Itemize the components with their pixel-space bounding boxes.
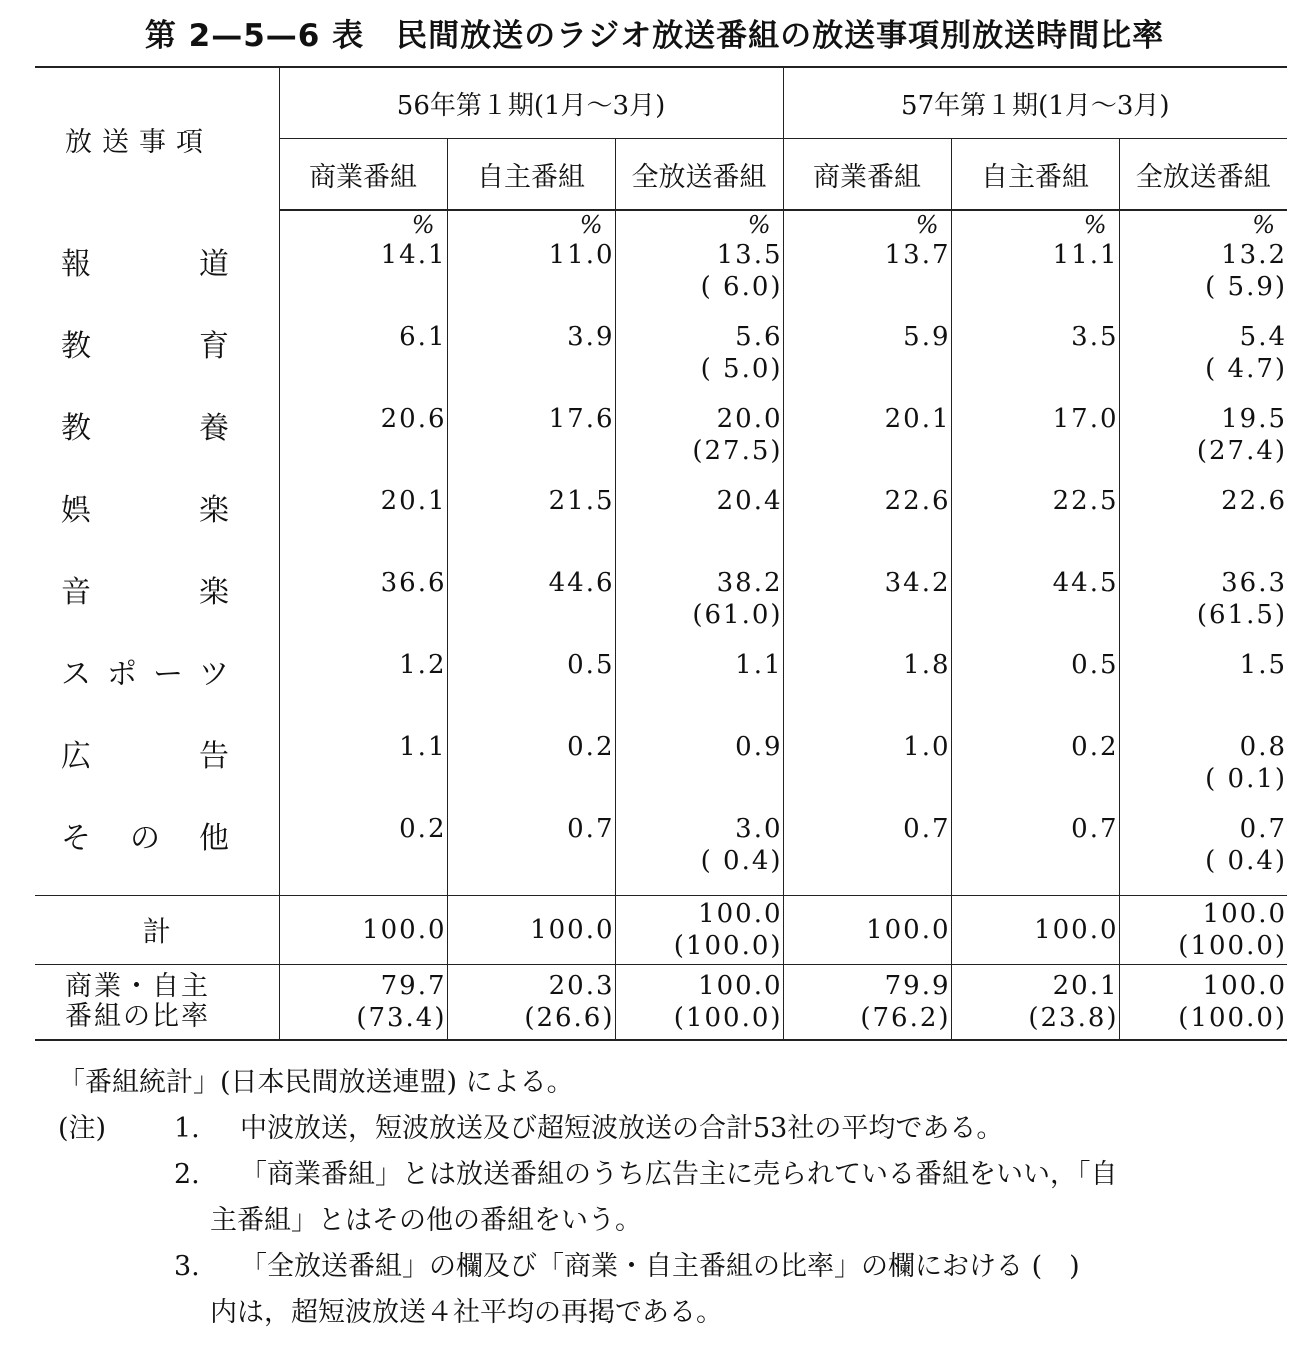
ratio-cell: 20.3 (26.6) [447,965,615,1041]
data-cell: 0.2 [279,813,447,896]
note-1 [58,1106,1288,1152]
subheader: 商業番組 [783,139,951,211]
table-row [35,321,1287,403]
data-cell: 0.2 [951,731,1119,813]
subheader: 自主番組 [951,139,1119,211]
ratio-row [35,965,1287,1041]
data-cell: 1.5 [1239,650,1288,680]
note-continuation: 内は，超短波放送４社平均の再掲である。 [210,1297,723,1328]
note-3 [58,1244,1288,1290]
data-cell: 34.2 [783,567,951,649]
data-cell: 20.1 [279,485,447,567]
total-cell: 100.0 [447,896,615,965]
data-cell: 0.7 ( 0.4) [1205,814,1288,876]
ratio-label: 商業・自主 番組の比率 [35,965,279,1041]
percent-sign: % [783,210,951,239]
row-label: 教 養 [35,403,279,485]
note-number: 1. [174,1113,200,1144]
subheader: 全放送番組 [615,139,783,211]
table-row [35,731,1287,813]
total-cell: 100.0 [783,896,951,965]
data-cell: 20.1 [783,403,951,485]
data-table [35,66,1287,1041]
table-body [35,239,1287,896]
data-cell: 1.1 [279,731,447,813]
ratio-cell: 100.0 (100.0) [1119,965,1287,1041]
note-text: 「商業番組」とは放送番組のうち広告主に売られている番組をいい，「自 [240,1159,1118,1190]
data-cell: 38.2 (61.0) [615,567,783,649]
data-cell: 44.5 [951,567,1119,649]
data-cell: 21.5 [447,485,615,567]
total-cell: 100.0 [951,896,1119,965]
total-cell: 100.0 (100.0) [615,896,783,965]
data-cell: 1.0 [783,731,951,813]
total-row [35,896,1287,965]
note-number: 3. [174,1251,200,1282]
percent-sign: % [447,210,615,239]
percent-empty [35,210,279,239]
data-cell: 13.5 ( 6.0) [615,239,783,321]
data-cell: 5.6 ( 5.0) [615,321,783,403]
percent-sign: % [615,210,783,239]
data-cell: 19.5 (27.4) [1196,404,1288,466]
data-cell: 11.0 [447,239,615,321]
data-cell: 22.6 [1221,486,1288,516]
note-tag: (注) [58,1113,107,1144]
data-cell: 1.1 [615,649,783,731]
data-cell: 3.9 [447,321,615,403]
data-cell: 3.0 ( 0.4) [615,813,783,896]
data-cell: 36.3 (61.5) [1196,568,1288,630]
data-cell: 22.5 [951,485,1119,567]
notes [58,1060,1288,1336]
row-label: 広 告 [35,731,279,813]
data-cell: 44.6 [447,567,615,649]
note-number: 2. [174,1159,200,1190]
note-2 [58,1152,1288,1198]
header-row-groups [35,67,1287,139]
data-cell: 17.6 [447,403,615,485]
data-cell: 1.2 [279,649,447,731]
data-cell: 0.2 [447,731,615,813]
data-cell: 6.1 [279,321,447,403]
percent-sign: % [1252,211,1276,239]
ratio-cell: 20.1 (23.8) [951,965,1119,1041]
data-cell: 20.4 [615,485,783,567]
group-header-56: 56年第１期(1月～3月) [279,67,783,139]
total-cell: 100.0 [279,896,447,965]
data-cell: 0.5 [951,649,1119,731]
table-row [35,239,1287,321]
ratio-cell: 79.7 (73.4) [279,965,447,1041]
row-label: 報 道 [35,239,279,321]
data-cell: 5.9 [783,321,951,403]
data-cell: 13.7 [783,239,951,321]
table-row [35,649,1287,731]
subheader: 自主番組 [447,139,615,211]
row-label: 教 育 [35,321,279,403]
table-row [35,485,1287,567]
page-title: 第 2—5—6 表 民間放送のラジオ放送番組の放送事項別放送時間比率 [144,18,1165,54]
data-cell: 13.2 ( 5.9) [1205,240,1288,302]
data-cell: 11.1 [951,239,1119,321]
table-row [35,567,1287,649]
group-header-57: 57年第１期(1月～3月) [783,67,1287,139]
total-cell: 100.0 (100.0) [1119,896,1287,965]
data-cell: 0.7 [447,813,615,896]
data-cell: 0.7 [951,813,1119,896]
item-header: 放送事項 [35,67,279,210]
row-label: 娯 楽 [35,485,279,567]
data-cell: 5.4 ( 4.7) [1205,322,1288,384]
table-row [35,813,1287,896]
ratio-cell: 79.9 (76.2) [783,965,951,1041]
data-cell: 36.6 [279,567,447,649]
total-label: 計 [35,896,279,965]
row-label: そ の 他 [35,813,279,896]
data-cell: 17.0 [951,403,1119,485]
source-note: 「番組統計」(日本民間放送連盟) による。 [58,1067,574,1098]
data-cell: 3.5 [951,321,1119,403]
data-cell: 0.7 [783,813,951,896]
data-cell: 0.9 [615,731,783,813]
ratio-cell: 100.0 (100.0) [615,965,783,1041]
data-cell: 22.6 [783,485,951,567]
percent-row [35,210,1287,239]
subheader: 商業番組 [279,139,447,211]
data-cell: 0.5 [447,649,615,731]
note-text: 中波放送，短波放送及び超短波放送の合計53社の平均である。 [240,1113,1004,1144]
data-cell: 0.8 ( 0.1) [1205,732,1288,794]
row-label: 音 楽 [35,567,279,649]
subheader: 全放送番組 [1119,139,1287,211]
percent-sign: % [279,210,447,239]
data-cell: 20.6 [279,403,447,485]
note-continuation: 主番組」とはその他の番組をいう。 [210,1205,642,1236]
percent-sign: % [951,210,1119,239]
data-cell: 14.1 [279,239,447,321]
row-label: ス ポ ー ツ [35,649,279,731]
table-row [35,403,1287,485]
note-text: 「全放送番組」の欄及び「商業・自主番組の比率」の欄における ( ) [240,1251,1080,1282]
data-cell: 1.8 [783,649,951,731]
data-cell: 20.0 (27.5) [615,403,783,485]
